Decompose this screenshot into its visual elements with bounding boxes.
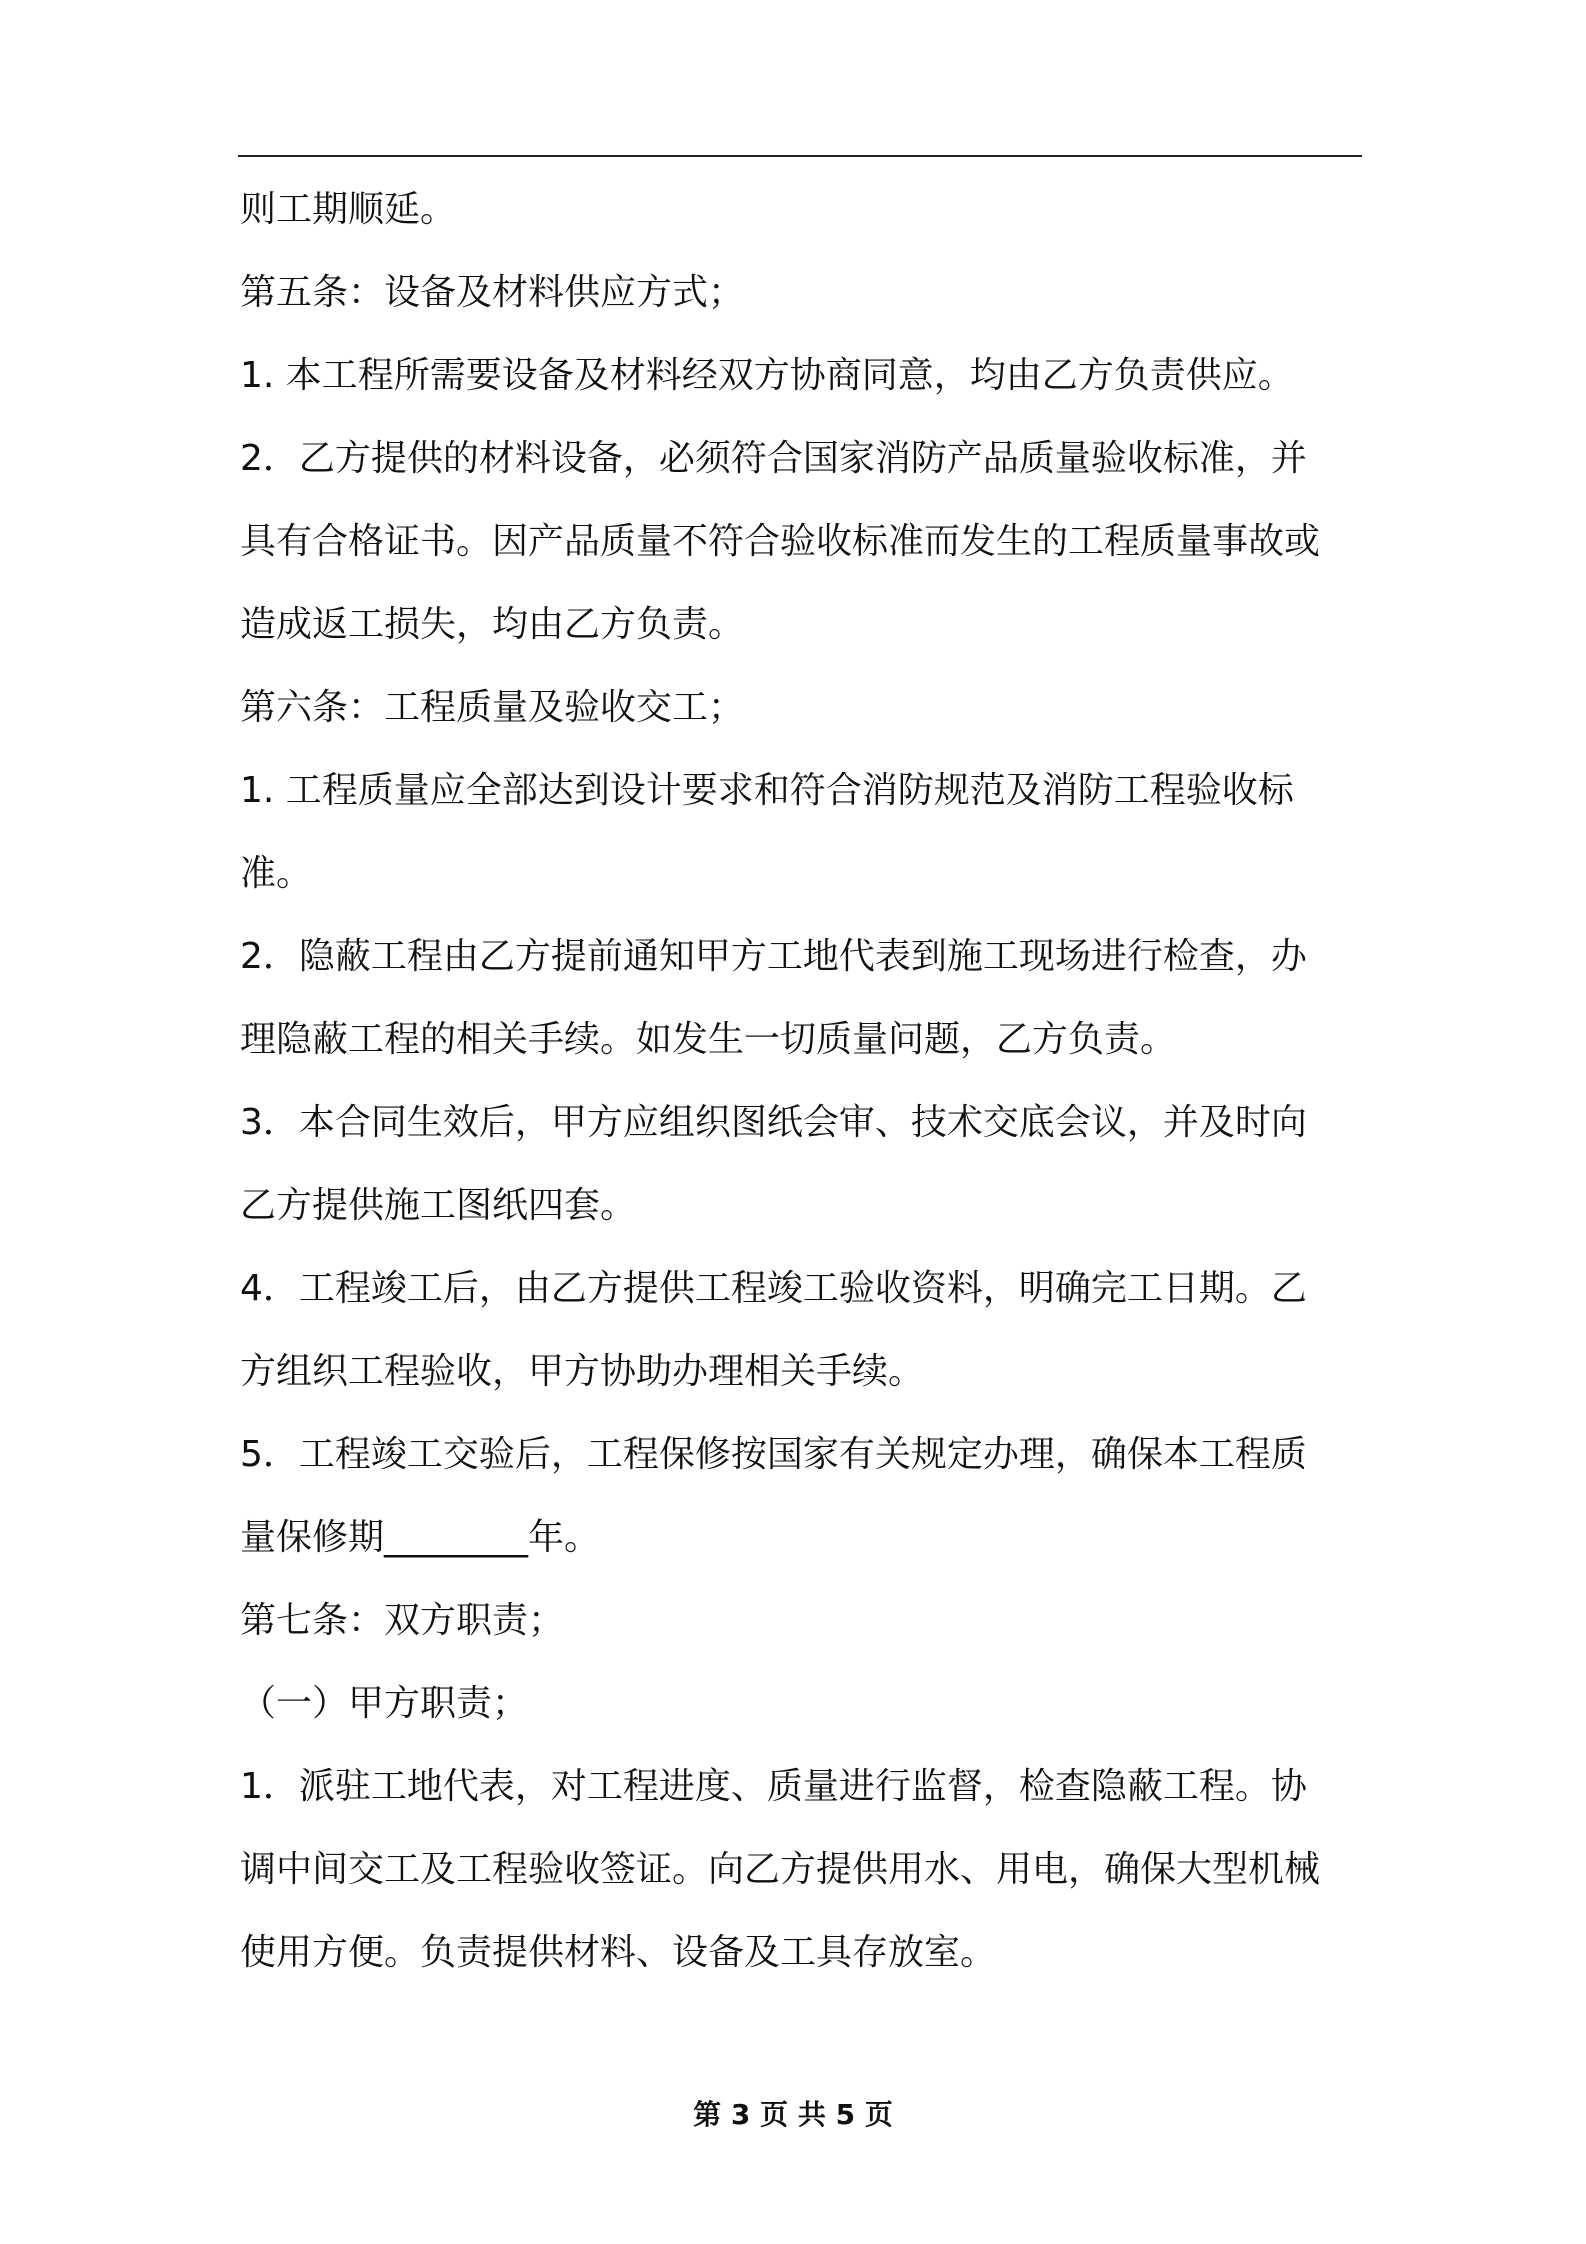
text-line: 量保修期________年。 xyxy=(240,1517,601,1558)
text-line: 乙方提供施工图纸四套。 xyxy=(240,1185,637,1226)
text-line: 1. 本工程所需要设备及材料经双方协商同意，均由乙方负责供应。 xyxy=(240,355,1294,396)
page-number: 第 3 页 共 5 页 xyxy=(693,2098,893,2131)
text-line: 5．工程竣工交验后，工程保修按国家有关规定办理，确保本工程质 xyxy=(240,1434,1307,1475)
subsection-heading: （一）甲方职责； xyxy=(240,1683,529,1724)
text-line: 使用方便。负责提供材料、设备及工具存放室。 xyxy=(240,1932,997,1973)
header-rule xyxy=(238,155,1362,157)
text-line: 4．工程竣工后，由乙方提供工程竣工验收资料，明确完工日期。乙 xyxy=(240,1268,1307,1309)
text-line: 2．乙方提供的材料设备，必须符合国家消防产品质量验收标准，并 xyxy=(240,438,1307,479)
text-line: 造成返工损失，均由乙方负责。 xyxy=(240,604,745,645)
text-line: 调中间交工及工程验收签证。向乙方提供用水、用电，确保大型机械 xyxy=(240,1849,1321,1890)
text-line: 方组织工程验收，甲方协助办理相关手续。 xyxy=(240,1351,925,1392)
section-heading: 第六条：工程质量及验收交工； xyxy=(240,687,745,728)
text-line: 1．派驻工地代表，对工程进度、质量进行监督，检查隐蔽工程。协 xyxy=(240,1766,1307,1807)
text-line: 准。 xyxy=(240,853,313,894)
text-line: 1. 工程质量应全部达到设计要求和符合消防规范及消防工程验收标 xyxy=(240,770,1294,811)
text-line: 具有合格证书。因产品质量不符合验收标准而发生的工程质量事故或 xyxy=(240,521,1321,562)
text-line: 2．隐蔽工程由乙方提前通知甲方工地代表到施工现场进行检查，办 xyxy=(240,936,1307,977)
section-heading: 第五条：设备及材料供应方式； xyxy=(240,272,745,313)
text-line: 则工期顺延。 xyxy=(240,189,457,230)
text-line: 3．本合同生效后，甲方应组织图纸会审、技术交底会议，并及时向 xyxy=(240,1102,1307,1143)
section-heading: 第七条：双方职责； xyxy=(240,1600,565,1641)
text-line: 理隐蔽工程的相关手续。如发生一切质量问题，乙方负责。 xyxy=(240,1019,1177,1060)
